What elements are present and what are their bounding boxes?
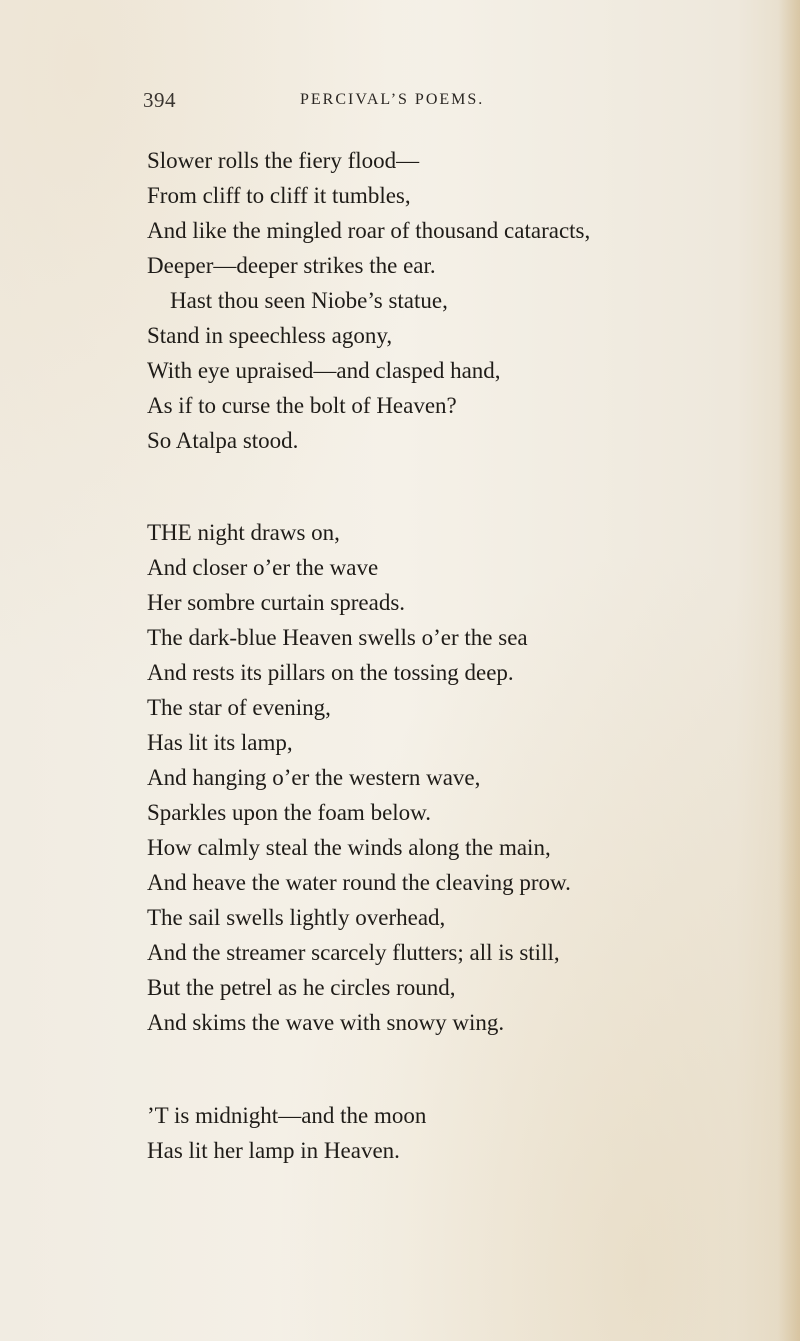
poem-line: How calmly steal the winds along the main, (147, 835, 551, 860)
poem-line: Her sombre curtain spreads. (147, 590, 406, 615)
poem-line: From cliff to cliff it tumbles, (147, 183, 411, 208)
poem-line: Hast thou seen Niobe’s statue, (170, 288, 448, 313)
page-header (0, 88, 800, 118)
poem-line: And like the mingled roar of thousand cataracts, (147, 218, 591, 243)
poem-line: And skims the wave with snowy wing. (147, 1010, 505, 1035)
poem-line: And the streamer scarcely flutters; all is still, (147, 940, 560, 965)
poem-line: Deeper—deeper strikes the ear. (147, 253, 436, 278)
poem-line: Sparkles upon the foam below. (147, 800, 432, 825)
poem-line: The dark-blue Heaven swells o’er the sea (147, 625, 528, 650)
poem-line: And heave the water round the cleaving prow. (147, 870, 571, 895)
poem-line: As if to curse the bolt of Heaven? (147, 393, 457, 418)
poem-line: And closer o’er the wave (147, 555, 379, 580)
poem-line: Stand in speechless agony, (147, 323, 393, 348)
page-number: 394 (143, 88, 176, 112)
poem-line: Has lit her lamp in Heaven. (147, 1138, 400, 1163)
poem-line: So Atalpa stood. (147, 428, 299, 453)
page-edge-stain (778, 0, 800, 1341)
poem-line: Slower rolls the fiery flood— (147, 148, 420, 173)
poem-line: But the petrel as he circles round, (147, 975, 456, 1000)
poem-line: And rests its pillars on the tossing deep. (147, 660, 514, 685)
poem-line: The sail swells lightly overhead, (147, 905, 446, 930)
poem-line: The star of evening, (147, 695, 331, 720)
poem-line: THE night draws on, (147, 520, 340, 545)
running-head: PERCIVAL’S POEMS. (300, 91, 485, 108)
poem-line: With eye upraised—and clasped hand, (147, 358, 501, 383)
poem-line: ’T is midnight—and the moon (147, 1103, 427, 1128)
poem-line: Has lit its lamp, (147, 730, 293, 755)
poem-line: And hanging o’er the western wave, (147, 765, 481, 790)
